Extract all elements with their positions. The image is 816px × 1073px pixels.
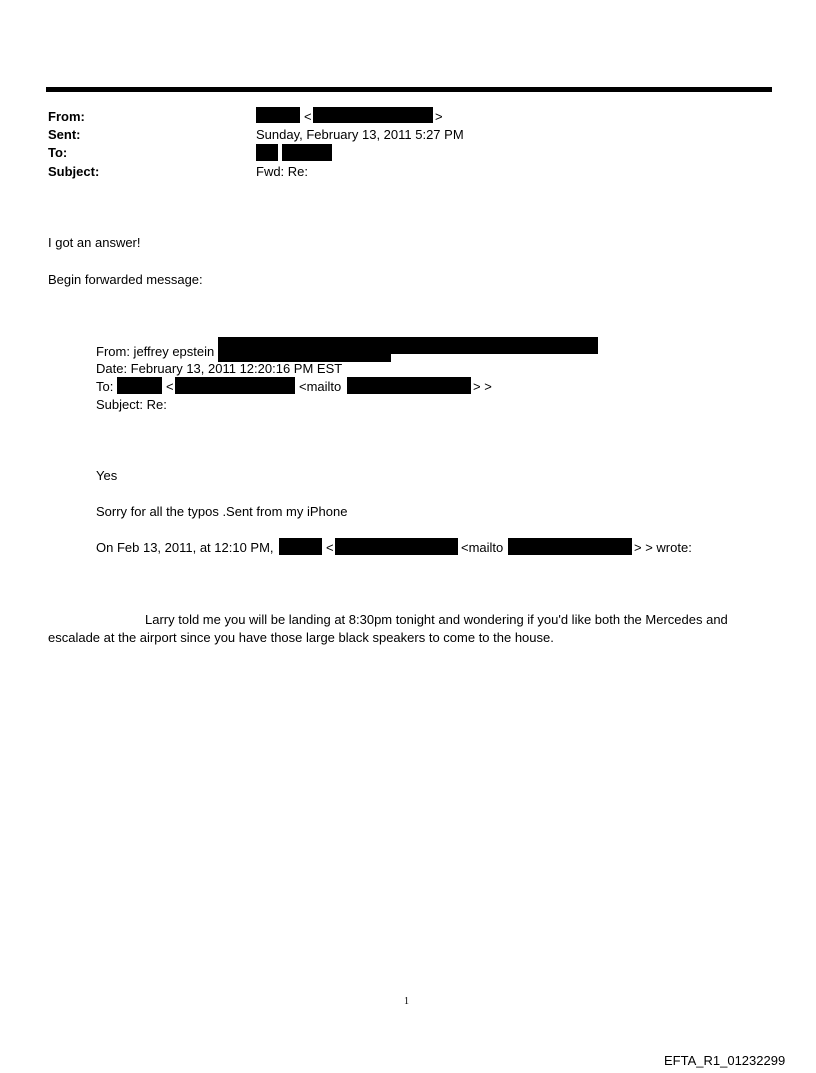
reply-sorry-text: Sorry for all the typos .Sent from my iPhone bbox=[96, 504, 348, 519]
fwd-from-text: From: jeffrey epstein bbox=[96, 344, 215, 359]
redaction-fwd-to-email bbox=[175, 377, 295, 394]
fwd-to-label: To: bbox=[96, 379, 114, 394]
redaction-on-mailto bbox=[508, 538, 632, 555]
fwd-to-mailto: <mailto bbox=[299, 379, 342, 394]
fwd-subject-text: Subject: Re: bbox=[96, 397, 167, 412]
from-lt: < bbox=[304, 109, 312, 124]
redaction-on-email bbox=[335, 538, 458, 555]
on-wrote: > > wrote: bbox=[634, 540, 692, 555]
begin-forwarded-text: Begin forwarded message: bbox=[48, 272, 203, 287]
intro-text: I got an answer! bbox=[48, 235, 141, 250]
from-gt: > bbox=[435, 109, 443, 124]
from-label: From: bbox=[48, 109, 85, 124]
sent-value: Sunday, February 13, 2011 5:27 PM bbox=[256, 127, 464, 142]
on-mailto: <mailto bbox=[461, 540, 504, 555]
redaction-from-name bbox=[256, 107, 300, 123]
redaction-on-name bbox=[279, 538, 322, 555]
on-date-prefix: On Feb 13, 2011, at 12:10 PM, bbox=[96, 540, 274, 555]
on-lt: < bbox=[326, 540, 334, 555]
redaction-fwd-to-name bbox=[117, 377, 162, 394]
reply-yes-text: Yes bbox=[96, 468, 118, 483]
redaction-fwd-to-mailto bbox=[347, 377, 471, 394]
message-line-2: escalade at the airport since you have those large black speakers to come to the house. bbox=[48, 630, 554, 645]
header-rule bbox=[46, 87, 772, 92]
fwd-to-lt: < bbox=[166, 379, 174, 394]
page-number: 1 bbox=[404, 996, 409, 1007]
fwd-to-end: > > bbox=[473, 379, 492, 394]
document-id: EFTA_R1_01232299 bbox=[664, 1053, 786, 1068]
to-label: To: bbox=[48, 145, 68, 160]
redaction-to-1 bbox=[256, 144, 278, 161]
subject-value: Fwd: Re: bbox=[256, 164, 309, 179]
sent-label: Sent: bbox=[48, 127, 81, 142]
subject-label: Subject: bbox=[48, 164, 100, 179]
redaction-to-2 bbox=[282, 144, 332, 161]
message-line-1: Larry told me you will be landing at 8:30pm tonight and wondering if you'd like both the Mercedes and bbox=[145, 612, 728, 627]
redaction-from-email bbox=[313, 107, 433, 123]
fwd-date-text: Date: February 13, 2011 12:20:16 PM EST bbox=[96, 361, 343, 376]
